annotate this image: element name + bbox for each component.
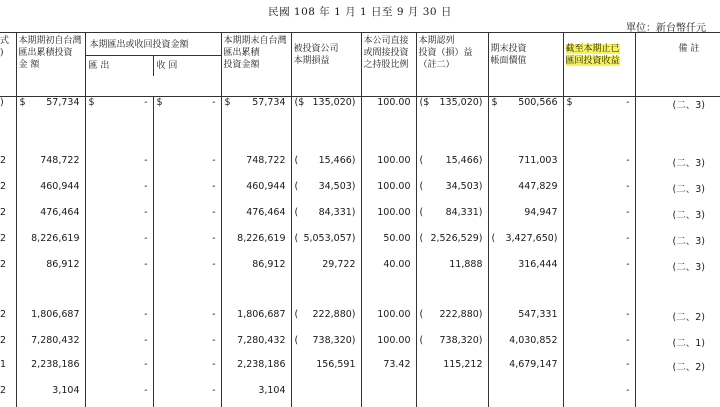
cell-book-value xyxy=(488,335,563,359)
cell-recognized-pl xyxy=(416,259,488,295)
cell-book-value xyxy=(488,259,563,295)
cell-repatriated xyxy=(563,335,635,359)
recovered-value: - xyxy=(212,232,216,244)
cell-ownership xyxy=(361,359,416,385)
cell-repatriated xyxy=(563,181,635,207)
cell-ownership xyxy=(361,119,416,155)
repatriated-value: - xyxy=(626,206,630,218)
cell-remitted-out xyxy=(85,385,153,407)
investee-pl-value: 135,020) xyxy=(312,97,356,108)
cell-remitted-out xyxy=(85,119,153,155)
ending-value: 3,104 xyxy=(258,384,286,396)
ownership-value: 50.00 xyxy=(383,232,411,244)
cell-investee-pl xyxy=(291,309,361,335)
cell-ending xyxy=(221,259,291,295)
recovered-symbol: $ xyxy=(156,97,163,108)
remitted-out-value: - xyxy=(144,206,148,218)
ownership-value: 40.00 xyxy=(383,258,411,270)
repatriated-value: - xyxy=(626,154,630,166)
cell-beginning xyxy=(16,385,85,407)
table-row xyxy=(0,259,720,295)
ownership-value: 100.00 xyxy=(377,308,411,320)
cell-book-value xyxy=(488,385,563,407)
marker-text: 2 xyxy=(0,334,7,346)
marker-text: 2 xyxy=(0,258,7,270)
cell-recognized-pl xyxy=(416,359,488,385)
cell-book-value xyxy=(488,233,563,259)
header-beginning-investment-text: 本期期初自台灣 匯出累積投資 金 額 xyxy=(18,36,82,70)
cell-recovered xyxy=(153,359,221,385)
book-value-value: 4,030,852 xyxy=(509,334,558,346)
cell-remitted-out xyxy=(85,359,153,385)
recovered-value: - xyxy=(212,180,216,192)
investee-pl-value: 222,880) xyxy=(312,308,356,320)
cell-marker xyxy=(0,385,16,407)
table-row xyxy=(0,119,720,155)
cell-remitted-out xyxy=(85,97,153,119)
marker-text: ) xyxy=(0,97,4,108)
beginning-value: 3,104 xyxy=(52,384,80,396)
cell-marker xyxy=(0,207,16,233)
book-value-value: 547,331 xyxy=(518,308,558,320)
cell-repatriated xyxy=(563,295,635,309)
cell-ending xyxy=(221,119,291,155)
recognized-pl-value: 15,466) xyxy=(445,154,483,166)
cell-repatriated xyxy=(563,259,635,295)
cell-remitted-out xyxy=(85,233,153,259)
header-ownership xyxy=(361,33,416,97)
remarks-value: (二、1) xyxy=(672,337,705,349)
recognized-pl-value: 738,320) xyxy=(439,334,483,346)
header-remittance-title: 本期匯出或收回投資金額 xyxy=(86,33,221,56)
header-recognized-pl xyxy=(416,33,488,97)
repatriated-value: - xyxy=(626,180,630,192)
cell-repatriated xyxy=(563,155,635,181)
recognized-pl-symbol: ( xyxy=(419,308,424,320)
investee-pl-symbol: ( xyxy=(294,232,299,244)
remitted-out-value: - xyxy=(144,358,148,370)
ending-value: 476,464 xyxy=(246,206,286,218)
cell-recognized-pl xyxy=(416,181,488,207)
cell-repatriated xyxy=(563,385,635,407)
cell-ownership xyxy=(361,181,416,207)
repatriated-value: - xyxy=(626,384,630,396)
table-body xyxy=(0,97,720,407)
cell-repatriated xyxy=(563,309,635,335)
remitted-out-value: - xyxy=(144,308,148,320)
remitted-out-value: - xyxy=(144,232,148,244)
table-row xyxy=(0,309,720,335)
cell-book-value xyxy=(488,309,563,335)
repatriated-symbol: $ xyxy=(566,97,573,108)
cell-book-value xyxy=(488,181,563,207)
cell-beginning xyxy=(16,259,85,295)
cell-remitted-out xyxy=(85,155,153,181)
investee-pl-symbol: ( xyxy=(294,180,299,192)
cell-recovered xyxy=(153,309,221,335)
cell-marker xyxy=(0,97,16,119)
cell-recovered xyxy=(153,155,221,181)
ownership-value: 100.00 xyxy=(377,180,411,192)
cell-recognized-pl xyxy=(416,309,488,335)
cell-remitted-out xyxy=(85,259,153,295)
investee-pl-value: 5,053,057) xyxy=(303,232,356,244)
cell-marker xyxy=(0,259,16,295)
book-value-value: 711,003 xyxy=(518,154,558,166)
cell-investee-pl xyxy=(291,155,361,181)
ownership-value: 100.00 xyxy=(377,97,411,108)
cell-book-value xyxy=(488,295,563,309)
table-row xyxy=(0,359,720,385)
marker-text: 2 xyxy=(0,154,7,166)
book-value-symbol: $ xyxy=(491,97,498,108)
table-row xyxy=(0,207,720,233)
cell-beginning xyxy=(16,119,85,155)
book-value-value: 447,829 xyxy=(518,180,558,192)
beginning-value: 2,238,186 xyxy=(31,358,80,370)
recognized-pl-value: 34,503) xyxy=(445,180,483,192)
header-ending-investment xyxy=(221,33,291,97)
table-row xyxy=(0,155,720,181)
cell-ownership xyxy=(361,385,416,407)
cell-remarks xyxy=(635,295,720,309)
header-investee-pl-text: 被投資公司 本期損益 xyxy=(293,44,339,66)
cell-marker xyxy=(0,155,16,181)
cell-recovered xyxy=(153,207,221,233)
table-row xyxy=(0,385,720,407)
cell-recognized-pl xyxy=(416,233,488,259)
remitted-out-value: - xyxy=(144,180,148,192)
beginning-value: 476,464 xyxy=(40,206,80,218)
cell-ending xyxy=(221,295,291,309)
remarks-value: (二、3) xyxy=(672,157,705,169)
cell-ending xyxy=(221,207,291,233)
cell-recognized-pl xyxy=(416,155,488,181)
header-investee-pl xyxy=(291,33,361,97)
cell-remarks xyxy=(635,233,720,259)
beginning-value: 8,226,619 xyxy=(31,232,80,244)
cell-recognized-pl xyxy=(416,119,488,155)
header-remittance-sub xyxy=(86,56,221,76)
cell-beginning xyxy=(16,155,85,181)
recognized-pl-symbol: ( xyxy=(419,206,424,218)
remarks-value: (二、3) xyxy=(672,209,705,221)
cell-investee-pl xyxy=(291,181,361,207)
remitted-out-value: - xyxy=(144,334,148,346)
cell-repatriated xyxy=(563,359,635,385)
cell-investee-pl xyxy=(291,207,361,233)
recognized-pl-value: 135,020) xyxy=(439,97,483,108)
recovered-value: - xyxy=(212,384,216,396)
remitted-out-value: - xyxy=(144,154,148,166)
table-row xyxy=(0,97,720,119)
investee-pl-symbol: ( xyxy=(294,308,299,320)
cell-ownership xyxy=(361,295,416,309)
table-row xyxy=(0,233,720,259)
header-repatriated xyxy=(563,33,635,97)
header-beginning-investment xyxy=(16,33,85,97)
recognized-pl-value: 2,526,529) xyxy=(430,232,483,244)
ending-value: 8,226,619 xyxy=(237,232,286,244)
cell-book-value xyxy=(488,359,563,385)
ownership-value: 73.42 xyxy=(383,358,411,370)
remarks-value: (二、3) xyxy=(672,183,705,195)
repatriated-value: - xyxy=(626,258,630,270)
cell-marker xyxy=(0,181,16,207)
cell-ownership xyxy=(361,309,416,335)
marker-text: 2 xyxy=(0,232,7,244)
cell-ending xyxy=(221,97,291,119)
cell-marker xyxy=(0,359,16,385)
cell-ending xyxy=(221,181,291,207)
marker-text: 2 xyxy=(0,384,7,396)
recovered-value: - xyxy=(212,258,216,270)
cell-ownership xyxy=(361,97,416,119)
cell-book-value xyxy=(488,119,563,155)
table-row xyxy=(0,295,720,309)
cell-book-value xyxy=(488,97,563,119)
cell-book-value xyxy=(488,207,563,233)
table-row xyxy=(0,335,720,359)
repatriated-value: - xyxy=(626,232,630,244)
cell-recovered xyxy=(153,295,221,309)
beginning-value: 7,280,432 xyxy=(31,334,80,346)
cell-investee-pl xyxy=(291,97,361,119)
ownership-value: 100.00 xyxy=(377,154,411,166)
repatriated-value: - xyxy=(626,358,630,370)
table-row xyxy=(0,181,720,207)
investee-pl-symbol: ( xyxy=(294,334,299,346)
recognized-pl-symbol: ($ xyxy=(419,97,430,108)
book-value-value: 316,444 xyxy=(518,258,558,270)
cell-beginning xyxy=(16,359,85,385)
cell-investee-pl xyxy=(291,119,361,155)
cell-remarks xyxy=(635,181,720,207)
cell-remarks xyxy=(635,385,720,407)
remarks-value: (二、2) xyxy=(672,361,705,373)
ending-symbol: $ xyxy=(224,97,231,108)
cell-investee-pl xyxy=(291,385,361,407)
investee-pl-value: 156,591 xyxy=(316,358,356,370)
cell-recognized-pl xyxy=(416,335,488,359)
investee-pl-value: 84,331) xyxy=(318,206,356,218)
cell-remarks xyxy=(635,207,720,233)
ending-value: 748,722 xyxy=(246,154,286,166)
ending-value: 57,734 xyxy=(252,97,286,108)
beginning-value: 86,912 xyxy=(46,258,80,270)
recognized-pl-symbol: ( xyxy=(419,232,424,244)
cell-investee-pl xyxy=(291,359,361,385)
cell-ownership xyxy=(361,259,416,295)
recovered-value: - xyxy=(212,358,216,370)
header-remarks xyxy=(635,33,720,97)
remarks-value: (二、3) xyxy=(672,261,705,273)
cell-recognized-pl xyxy=(416,295,488,309)
recognized-pl-value: 84,331) xyxy=(445,206,483,218)
ending-value: 7,280,432 xyxy=(237,334,286,346)
book-value-value: 500,566 xyxy=(518,97,558,108)
cell-ownership xyxy=(361,207,416,233)
cell-beginning xyxy=(16,309,85,335)
recovered-value: - xyxy=(212,154,216,166)
cell-recognized-pl xyxy=(416,385,488,407)
ownership-value: 100.00 xyxy=(377,206,411,218)
cell-repatriated xyxy=(563,97,635,119)
cell-remarks xyxy=(635,359,720,385)
cell-recovered xyxy=(153,119,221,155)
investee-pl-symbol: ( xyxy=(294,154,299,166)
cell-investee-pl xyxy=(291,295,361,309)
cell-marker xyxy=(0,309,16,335)
cell-recovered xyxy=(153,335,221,359)
marker-text: 2 xyxy=(0,180,7,192)
marker-text: 2 xyxy=(0,308,7,320)
book-value-value: 94,947 xyxy=(524,206,558,218)
recovered-value: - xyxy=(212,334,216,346)
investee-pl-value: 34,503) xyxy=(318,180,356,192)
cell-recovered xyxy=(153,97,221,119)
remitted-out-symbol: $ xyxy=(88,97,95,108)
cell-recovered xyxy=(153,259,221,295)
cell-ending xyxy=(221,335,291,359)
cell-recognized-pl xyxy=(416,97,488,119)
recognized-pl-symbol: ( xyxy=(419,154,424,166)
recovered-value: - xyxy=(212,308,216,320)
repatriated-value: - xyxy=(626,334,630,346)
cell-ending xyxy=(221,359,291,385)
header-repatriated-text: 截至本期止已 匯回投資收益 xyxy=(565,44,620,66)
beginning-value: 460,944 xyxy=(40,180,80,192)
recognized-pl-value: 11,888 xyxy=(449,258,483,270)
remitted-out-value: - xyxy=(144,384,148,396)
cell-beginning xyxy=(16,207,85,233)
investee-pl-value: 15,466) xyxy=(318,154,356,166)
cell-ending xyxy=(221,233,291,259)
marker-text: 2 xyxy=(0,206,7,218)
recognized-pl-symbol: ( xyxy=(419,334,424,346)
header-remitted-out: 匯 出 xyxy=(86,56,154,76)
book-value-symbol: ( xyxy=(491,232,496,244)
cell-remitted-out xyxy=(85,181,153,207)
cell-remitted-out xyxy=(85,309,153,335)
cell-remarks xyxy=(635,155,720,181)
cell-recognized-pl xyxy=(416,207,488,233)
ownership-value: 100.00 xyxy=(377,334,411,346)
report-period: 民國 108 年 1 月 1 日至 9 月 30 日 xyxy=(268,6,452,18)
header-remarks-text: 備 註 xyxy=(678,44,700,54)
header-book-value xyxy=(488,33,563,97)
cell-repatriated xyxy=(563,119,635,155)
beginning-value: 748,722 xyxy=(40,154,80,166)
cell-repatriated xyxy=(563,233,635,259)
repatriated-value: - xyxy=(626,97,630,108)
cell-repatriated xyxy=(563,207,635,233)
cell-remitted-out xyxy=(85,207,153,233)
cell-ownership xyxy=(361,335,416,359)
cell-investee-pl xyxy=(291,233,361,259)
cell-marker xyxy=(0,233,16,259)
beginning-symbol: $ xyxy=(19,97,26,108)
cell-ending xyxy=(221,309,291,335)
remitted-out-value: - xyxy=(144,258,148,270)
remarks-value: (二、2) xyxy=(672,311,705,323)
recognized-pl-symbol: ( xyxy=(419,180,424,192)
cell-remarks xyxy=(635,97,720,119)
header-marker-text: 式 ) xyxy=(0,36,10,58)
cell-beginning xyxy=(16,335,85,359)
beginning-value: 1,806,687 xyxy=(31,308,80,320)
cell-remarks xyxy=(635,119,720,155)
cell-recovered xyxy=(153,181,221,207)
investee-pl-symbol: ( xyxy=(294,206,299,218)
header-ownership-text: 本公司直接 或間接投資 之持股比例 xyxy=(363,36,409,70)
marker-text: 1 xyxy=(0,358,7,370)
remarks-value: (二、3) xyxy=(672,235,705,247)
ending-value: 460,944 xyxy=(246,180,286,192)
header-recovered: 收 回 xyxy=(156,61,178,71)
cell-beginning xyxy=(16,97,85,119)
header-period-remittance xyxy=(85,33,221,97)
cell-remitted-out xyxy=(85,335,153,359)
book-value-value: 4,679,147 xyxy=(509,358,558,370)
recovered-value: - xyxy=(212,206,216,218)
recognized-pl-value: 115,212 xyxy=(443,358,483,370)
cell-remarks xyxy=(635,335,720,359)
header-book-value-text: 期末投資 帳面價值 xyxy=(490,44,527,66)
cell-marker xyxy=(0,119,16,155)
cell-remarks xyxy=(635,259,720,295)
cell-ending xyxy=(221,385,291,407)
cell-beginning xyxy=(16,295,85,309)
ending-value: 2,238,186 xyxy=(237,358,286,370)
ending-value: 86,912 xyxy=(252,258,286,270)
book-value-value: 3,427,650) xyxy=(505,232,558,244)
ending-value: 1,806,687 xyxy=(237,308,286,320)
cell-recovered xyxy=(153,385,221,407)
cell-beginning xyxy=(16,233,85,259)
cell-investee-pl xyxy=(291,259,361,295)
header-marker xyxy=(0,33,16,97)
cell-recovered xyxy=(153,233,221,259)
cell-remarks xyxy=(635,309,720,335)
repatriated-value: - xyxy=(626,308,630,320)
header-ending-investment-text: 本期期末自台灣 匯出累積 投資金額 xyxy=(223,36,287,70)
currency-unit: 單位：新台幣仟元 xyxy=(626,23,706,34)
cell-beginning xyxy=(16,181,85,207)
cell-investee-pl xyxy=(291,335,361,359)
cell-ending xyxy=(221,155,291,181)
cell-ownership xyxy=(361,155,416,181)
investee-pl-value: 29,722 xyxy=(322,258,356,270)
investee-pl-value: 738,320) xyxy=(312,334,356,346)
header-recognized-pl-text: 本期認列 投資（損）益 （註二） xyxy=(418,36,473,70)
cell-remitted-out xyxy=(85,295,153,309)
investment-table xyxy=(0,32,720,407)
recovered-value: - xyxy=(212,97,216,108)
remarks-value: (二、3) xyxy=(672,100,705,111)
cell-ownership xyxy=(361,233,416,259)
investee-pl-symbol: ($ xyxy=(294,97,305,108)
remitted-out-value: - xyxy=(144,97,148,108)
cell-marker xyxy=(0,335,16,359)
cell-book-value xyxy=(488,155,563,181)
recognized-pl-value: 222,880) xyxy=(439,308,483,320)
beginning-value: 57,734 xyxy=(46,97,80,108)
cell-marker xyxy=(0,295,16,309)
